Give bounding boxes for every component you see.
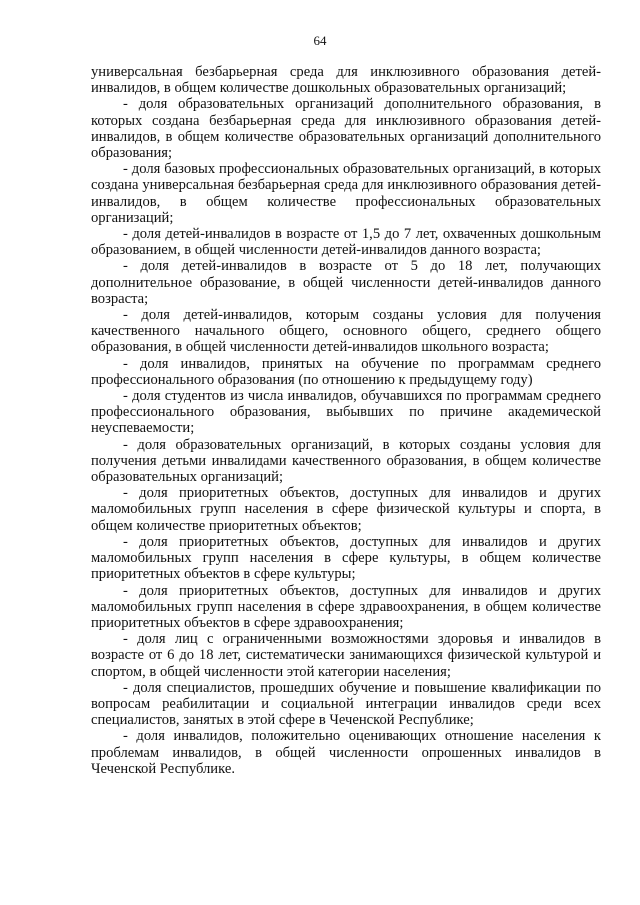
paragraph-list-item: - доля студентов из числа инвалидов, обучавшихся по программам среднего профессионального образования, выбывших по причине академической неуспеваемости; bbox=[91, 388, 601, 437]
paragraph-list-item: - доля детей-инвалидов в возрасте от 1,5 до 7 лет, охваченных дошкольным образованием, в общей численности детей-инвалидов данного возраста; bbox=[91, 226, 601, 259]
paragraph-list-item: - доля образовательных организаций, в которых созданы условия для получения детьми инвалидами качественного образования, в общем количестве образовательных организаций; bbox=[91, 436, 601, 486]
paragraph-list-item: - доля инвалидов, принятых на обучение по программам среднего профессионального образования (по отношению к предыдущему году) bbox=[91, 355, 601, 388]
paragraph-list-item: - доля приоритетных объектов, доступных для инвалидов и других маломобильных групп населения в сфере здравоохранения, в общем количестве приоритетных объектов в сфере здравоохранения; bbox=[91, 582, 601, 631]
paragraph-list-item: - доля образовательных организаций дополнительного образования, в которых создана безбарьерная среда для инклюзивного образования детей-инвалидов, в общем количестве образовательных организаций дополнительного образования; bbox=[91, 96, 601, 162]
paragraph-list-item: - доля детей-инвалидов в возрасте от 5 до 18 лет, получающих дополнительное образование, в общей численности детей-инвалидов данного возраста; bbox=[91, 258, 601, 307]
paragraph-continuation: универсальная безбарьерная среда для инклюзивного образования детей-инвалидов, в общем количестве дошкольных образовательных организаций; bbox=[91, 64, 601, 97]
paragraph-list-item: - доля детей-инвалидов, которым созданы условия для получения качественного начального общего, основного общего, среднего общего образования, в общей численности детей-инвалидов школьного возраста; bbox=[91, 307, 601, 356]
body-text bbox=[91, 64, 601, 777]
paragraph-list-item: - доля базовых профессиональных образовательных организаций, в которых создана универсальная безбарьерная среда для инклюзивного образования детей-инвалидов, в общем количестве профессиональных образовательных организаций; bbox=[91, 161, 601, 226]
paragraph-list-item: - доля приоритетных объектов, доступных для инвалидов и других маломобильных групп населения в сфере культуры, в общем количестве приоритетных объектов в сфере культуры; bbox=[91, 533, 601, 583]
page-number: 64 bbox=[313, 33, 327, 48]
paragraph-list-item: - доля специалистов, прошедших обучение и повышение квалификации по вопросам реабилитации и социальной интеграции инвалидов среди всех специалистов, занятых в этой сфере в Чеченской Республике; bbox=[91, 679, 601, 729]
paragraph-list-item: - доля лиц с ограниченными возможностями здоровья и инвалидов в возрасте от 6 до 18 лет, систематически занимающихся физической культурой и спортом, в общей численности этой категории населения; bbox=[91, 631, 601, 680]
paragraph-list-item: - доля инвалидов, положительно оценивающих отношение населения к проблемам инвалидов, в общей численности опрошенных инвалидов в Чеченской Республике. bbox=[91, 728, 601, 777]
paragraph-list-item: - доля приоритетных объектов, доступных для инвалидов и других маломобильных групп населения в сфере физической культуры и спорта, в общем количестве приоритетных объектов; bbox=[91, 485, 601, 534]
